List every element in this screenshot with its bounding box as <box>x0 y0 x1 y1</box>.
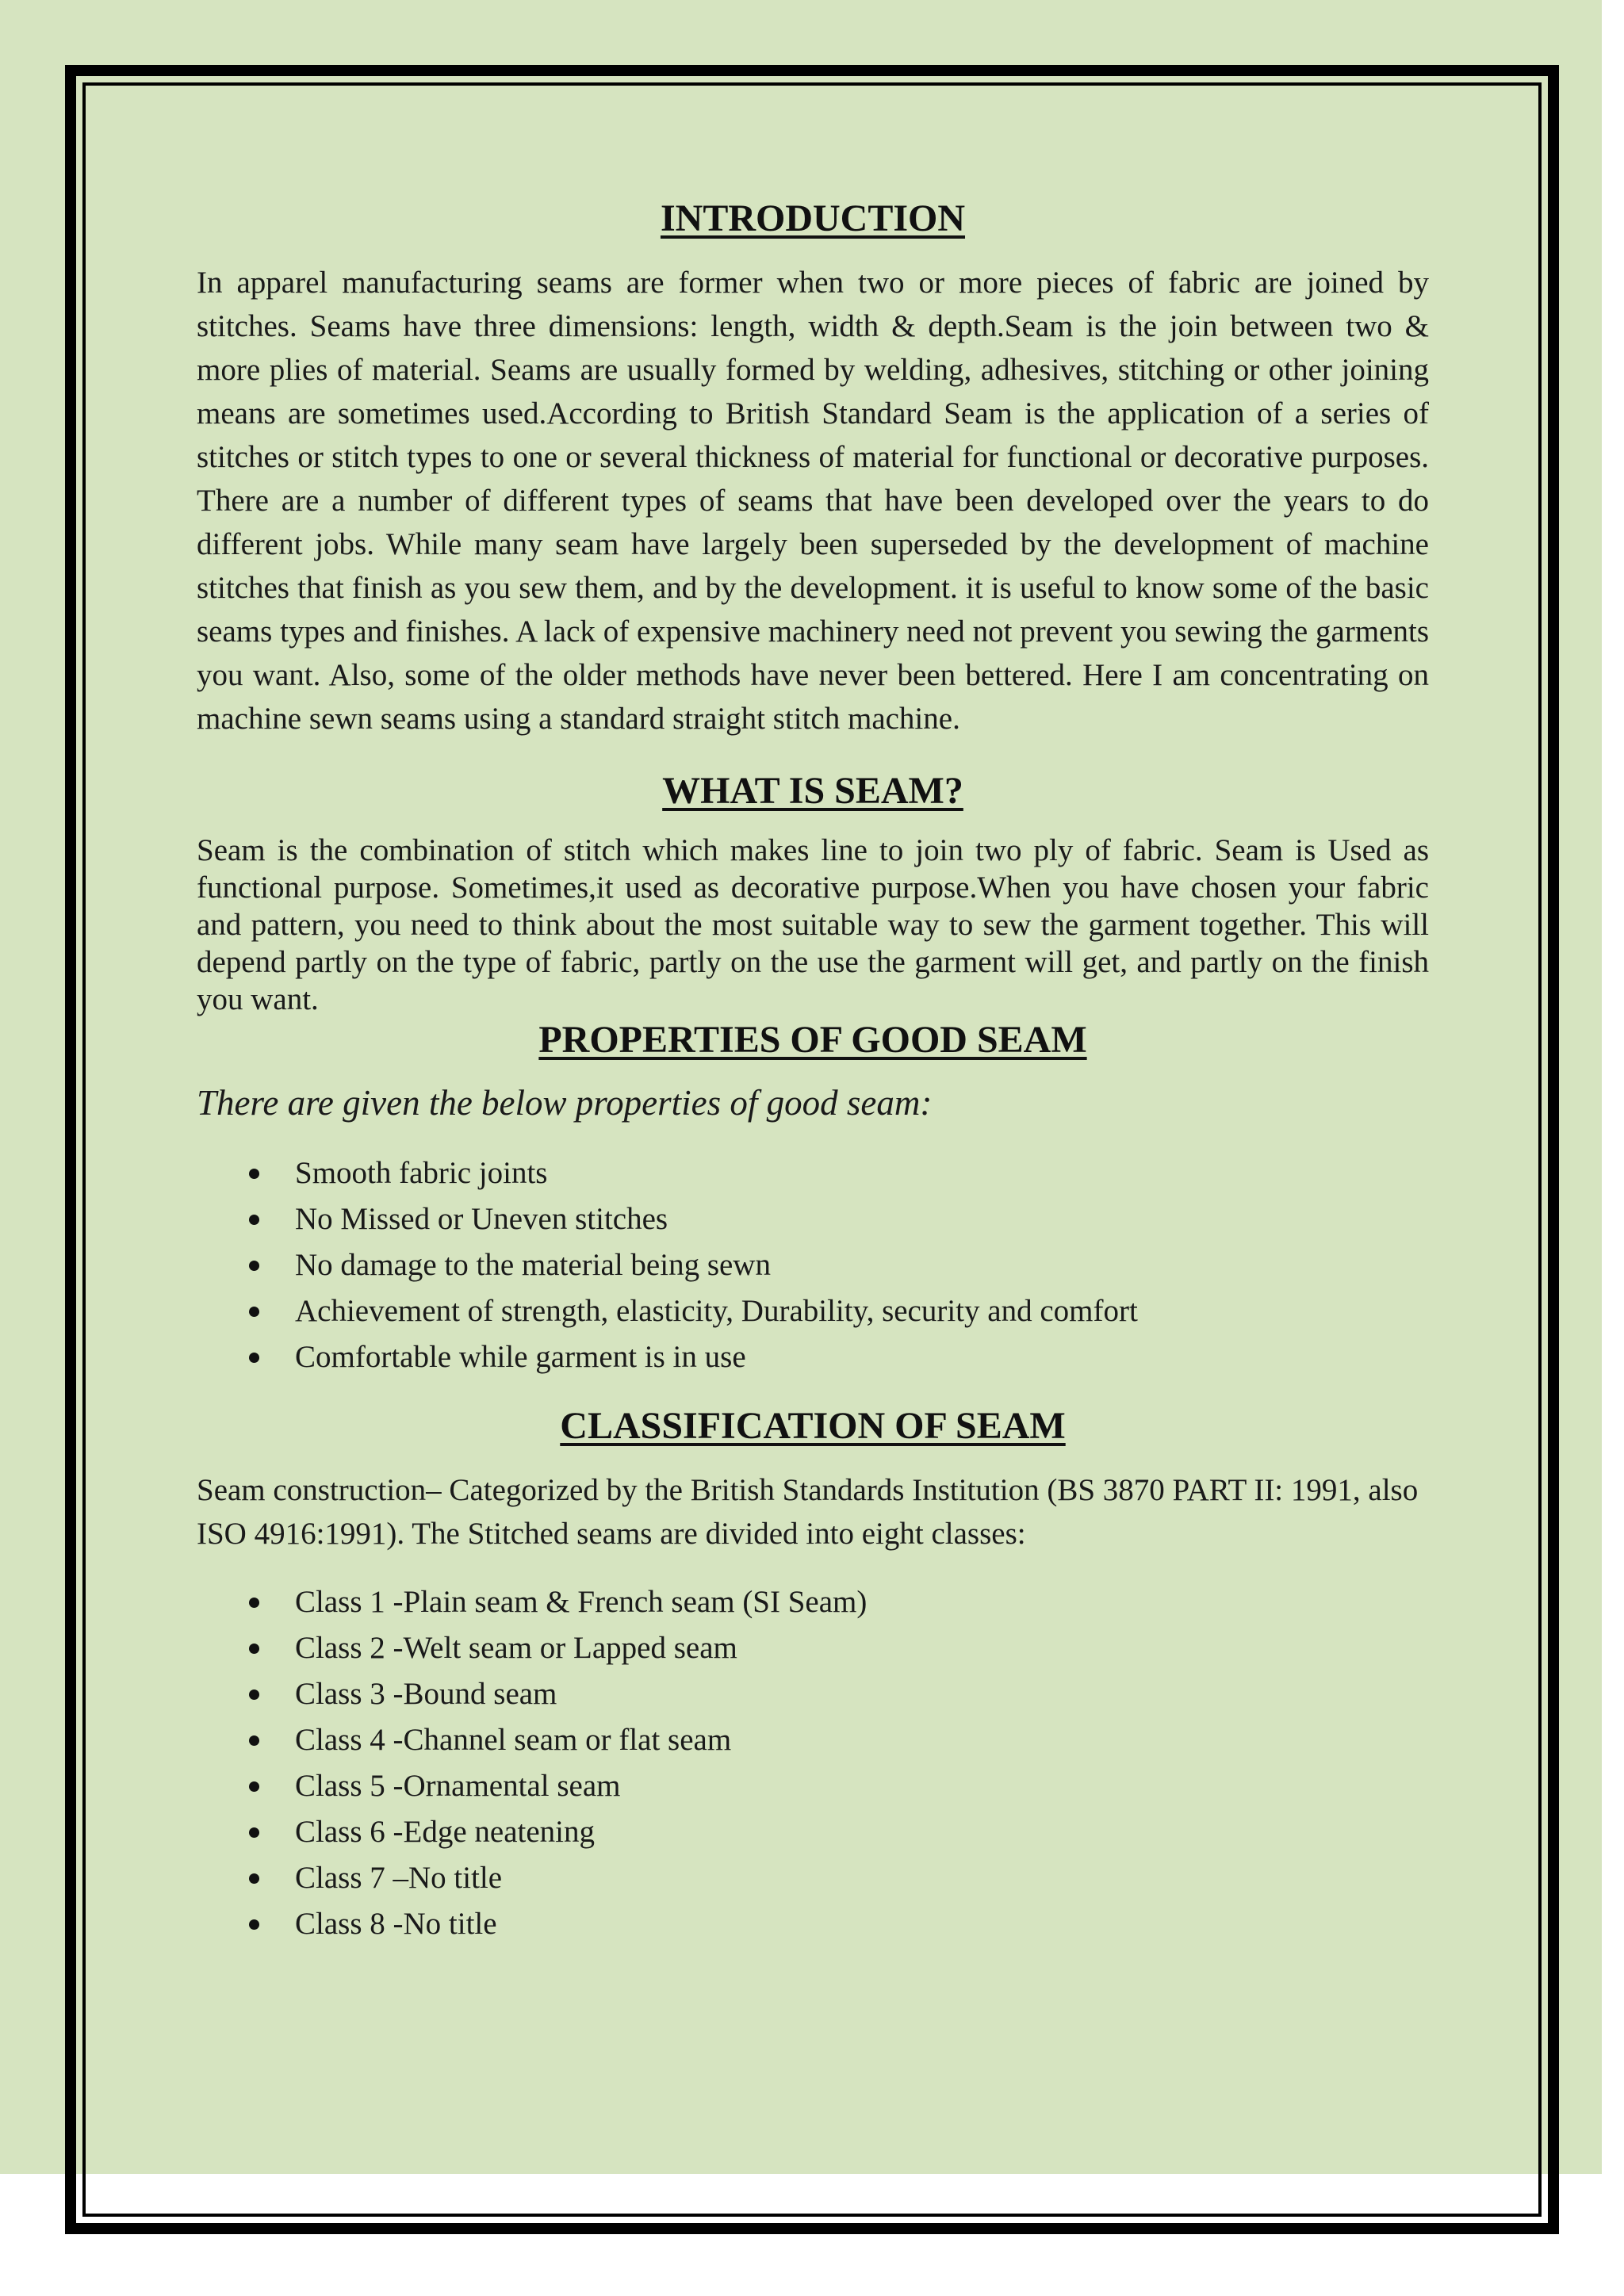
what-is-seam-heading: WHAT IS SEAM? <box>662 770 963 812</box>
classification-paragraph: Seam construction– Categorized by the British Standards Institution (BS 3870 PART II: 1991, also ISO 4916:1991). The Stitched seams are divided into eight classes: <box>197 1473 1419 1551</box>
properties-list-item <box>197 1288 1429 1334</box>
bullet-icon <box>249 1873 259 1884</box>
classification-list-item <box>197 1625 1429 1671</box>
classification-list-item <box>197 1717 1429 1763</box>
bullet-icon <box>249 1307 259 1317</box>
properties-list-item <box>197 1150 1429 1196</box>
bullet-icon <box>249 1735 259 1746</box>
properties-item-text: Comfortable while garment is in use <box>295 1340 746 1374</box>
classification-list-item <box>197 1855 1429 1901</box>
properties-list-item <box>197 1242 1429 1288</box>
what-is-seam-paragraph: Seam is the combination of stitch which makes line to join two ply of fabric. Seam is Used as functional purpose. Sometimes,it used as decorative purpose.When you have chosen your fabric and pattern, you need to think about the most suitable way to sew the garment together. This will depend partly on the type of fabric, partly on the use the garment will get, and partly on the finish you want. <box>197 833 1429 1016</box>
classification-item-text: Class 1 -Plain seam & French seam (SI Seam) <box>295 1585 868 1619</box>
bullet-icon <box>249 1261 259 1271</box>
classification-list-item <box>197 1579 1429 1625</box>
bullet-icon <box>249 1919 259 1930</box>
bullet-icon <box>249 1827 259 1838</box>
introduction-paragraph: In apparel manufacturing seams are former when two or more pieces of fabric are joined by stitches. Seams have three dimensions: length, width & depth.Seam is the join between two & more plies of material. Seams are usually formed by welding, adhesives, stitching or other joining means are sometimes used.According to British Standard Seam is the application of a series of stitches or stitch types to one or several thickness of material for functional or decorative purposes. There are a number of different types of seams that have been developed over the years to do different jobs. While many seam have largely been superseded by the development of machine stitches that finish as you sew them, and by the development. it is useful to know some of the basic seams types and finishes. A lack of expensive machinery need not prevent you sewing the garments you want. Also, some of the older methods have never been bettered. Here I am concentrating on machine sewn seams using a standard straight stitch machine. <box>197 266 1429 736</box>
introduction-heading: INTRODUCTION <box>660 197 966 239</box>
properties-list-item <box>197 1334 1429 1380</box>
bullet-icon <box>249 1215 259 1225</box>
classification-item-text: Class 7 –No title <box>295 1861 503 1895</box>
classification-list-item <box>197 1671 1429 1717</box>
bullet-icon <box>249 1598 259 1608</box>
properties-item-text: No Missed or Uneven stitches <box>295 1202 668 1236</box>
bullet-icon <box>249 1644 259 1654</box>
bullet-icon <box>249 1353 259 1363</box>
properties-list-item <box>197 1196 1429 1242</box>
properties-list <box>197 1150 1429 1380</box>
classification-list-item <box>197 1901 1429 1947</box>
properties-item-text: Achievement of strength, elasticity, Durability, security and comfort <box>295 1294 1138 1328</box>
properties-lead: There are given the below properties of good seam: <box>197 1083 933 1123</box>
properties-item-text: Smooth fabric joints <box>295 1156 548 1190</box>
classification-list <box>197 1579 1429 1947</box>
classification-item-text: Class 2 -Welt seam or Lapped seam <box>295 1631 737 1665</box>
classification-item-text: Class 8 -No title <box>295 1907 497 1941</box>
bullet-icon <box>249 1781 259 1792</box>
classification-item-text: Class 3 -Bound seam <box>295 1677 557 1711</box>
document-content <box>197 189 1429 1947</box>
properties-heading: PROPERTIES OF GOOD SEAM <box>538 1019 1087 1061</box>
classification-item-text: Class 5 -Ornamental seam <box>295 1769 621 1803</box>
classification-heading: CLASSIFICATION OF SEAM <box>560 1405 1066 1447</box>
classification-list-item <box>197 1809 1429 1855</box>
bullet-icon <box>249 1689 259 1700</box>
bullet-icon <box>249 1169 259 1179</box>
classification-item-text: Class 4 -Channel seam or flat seam <box>295 1723 732 1757</box>
properties-item-text: No damage to the material being sewn <box>295 1248 771 1282</box>
classification-list-item <box>197 1763 1429 1809</box>
classification-item-text: Class 6 -Edge neatening <box>295 1815 595 1849</box>
